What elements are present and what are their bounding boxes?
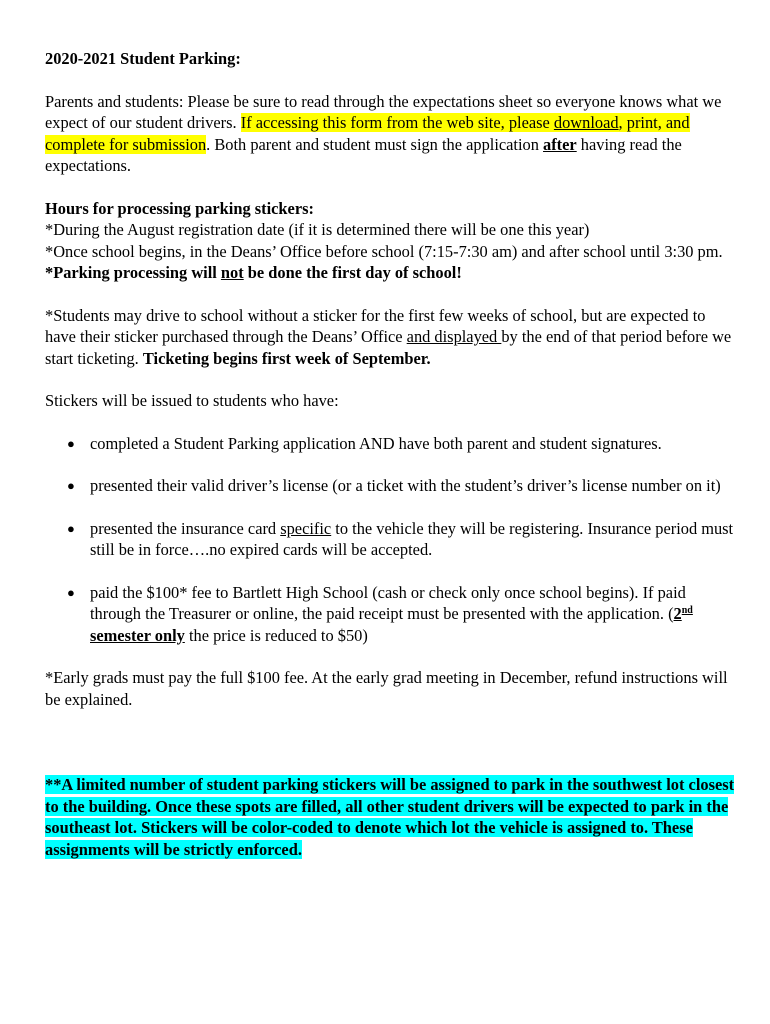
list-item-text-a: paid the $100* fee to Bartlett High School (cash or check only once school begins). If paid through the Treasurer or online, the paid receipt must be presented with the application. (	[90, 582, 686, 623]
parking-notice-text: **A limited number of student parking stickers will be assigned to park in the southwest lot closest to the building. Once these spots are filled, all other student drivers will be expected to park in the southeast lot. Stickers will be color-coded to denote which lot the vehicle is assigned to. These assignments will be strictly enforced.	[45, 775, 735, 859]
list-item-text-a: presented the insurance card	[90, 518, 281, 538]
list-item-text: completed a Student Parking application AND have both parent and student signatures.	[90, 433, 662, 453]
students-bold: Ticketing begins first week of September.	[142, 348, 431, 368]
list-item-text-b: to the vehicle they will be registering. Insurance period must still be in force….no expired cards will be accepted.	[90, 518, 734, 559]
list-item-specific: specific	[280, 518, 332, 538]
bullet-icon: ●	[67, 520, 75, 536]
hours-line-2-text: *Once school begins, in the Deans’ Office before school (7:15-7:30 am) and after school until 3:30 pm.	[45, 241, 723, 261]
hours-bold-not: not	[220, 263, 244, 282]
semester-ordinal: nd	[681, 605, 693, 616]
bullet-icon: ●	[67, 478, 75, 493]
intro-paragraph	[45, 91, 735, 177]
students-text-2: by the end of that period before we start ticketing.	[45, 327, 732, 368]
bullet-icon: ●	[67, 435, 75, 451]
list-item-text-b: the price is reduced to $50)	[184, 625, 368, 645]
semester-number: 2	[673, 604, 682, 623]
semester-only: semester only	[90, 625, 185, 645]
intro-text-1: Parents and students: Please be sure to read through the expectations sheet so everyone knows what we expect of our student drivers.	[45, 91, 722, 132]
bullet-icon: ●	[67, 584, 75, 600]
intro-after-word: after	[543, 134, 577, 154]
intro-highlight-a: If accessing this form from the web site, please	[240, 113, 554, 132]
hours-bold-a: *Parking processing will	[45, 263, 221, 282]
document-page	[45, 48, 735, 860]
page-title: 2020-2021 Student Parking:	[45, 49, 241, 68]
list-item-text: presented their valid driver’s license (or a ticket with the student’s driver’s license number on it)	[90, 476, 721, 495]
list-item	[45, 475, 735, 497]
list-item	[45, 582, 735, 647]
students-paragraph	[45, 305, 735, 370]
early-grads-note: *Early grads must pay the full $100 fee. At the early grad meeting in December, refund instructions will be explained.	[45, 668, 728, 709]
requirements-list	[45, 433, 735, 647]
hours-line-2	[45, 241, 735, 284]
hours-line-1: *During the August registration date (if it is determined there will be one this year)	[45, 220, 590, 239]
parking-notice	[45, 774, 735, 860]
students-underlined: and displayed	[406, 327, 502, 346]
intro-text-2: . Both parent and student must sign the application	[206, 134, 544, 154]
list-item	[45, 518, 735, 561]
issued-intro: Stickers will be issued to students who have:	[45, 391, 339, 410]
students-text-1: *Students may drive to school without a sticker for the first few weeks of school, but are expected to have their sticker purchased through the Deans’ Office	[45, 305, 706, 346]
intro-highlight-b: , print, and complete for submission	[45, 113, 690, 154]
hours-heading: Hours for processing parking stickers:	[45, 198, 314, 218]
hours-bold-b: be done the first day of school!	[243, 263, 462, 282]
list-item	[45, 433, 735, 455]
intro-text-3: having read the expectations.	[45, 134, 682, 175]
download-link[interactable]: download	[553, 113, 619, 132]
